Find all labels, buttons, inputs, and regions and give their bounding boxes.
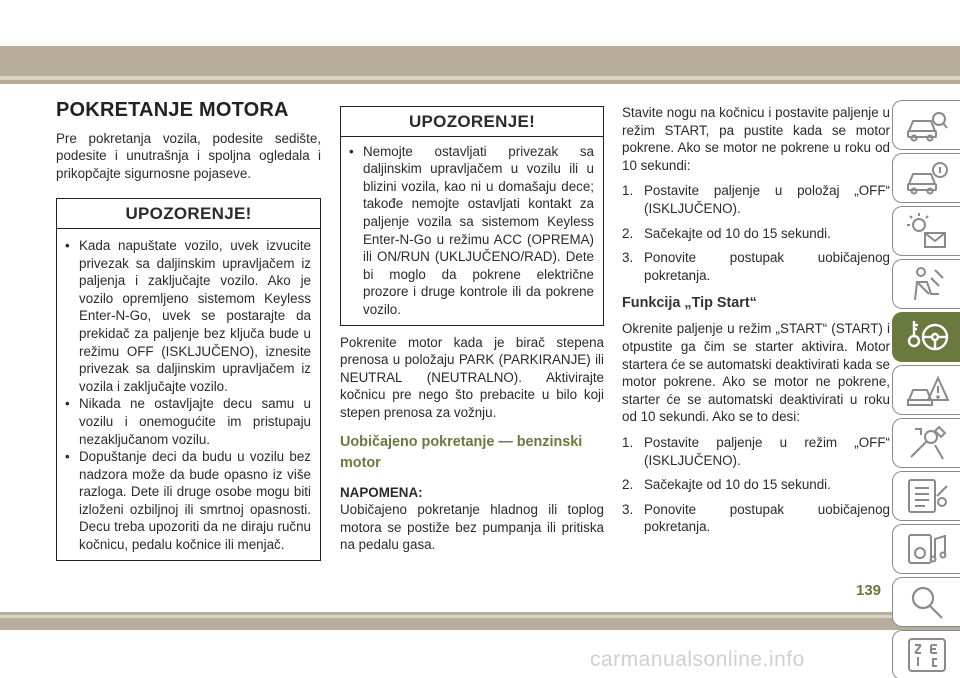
- list-item: [622, 434, 890, 469]
- tip-start-paragraph: Okrenite paljenje u režim „START“ (START) i otpustite ga čim se starter aktivira. Motor startera će se automatski deaktivirati kada se motor pokrene. Ako se motor ne pokrene, starter će se automatski deaktivirati u roku od 10 sekundi. Ako se to desi:: [622, 321, 890, 425]
- column-left: [56, 100, 321, 561]
- step-number: 2.: [622, 477, 634, 493]
- step-text: Ponovite postupak uobičajenog pokretanja.: [644, 501, 890, 535]
- tab-car-info[interactable]: [892, 153, 960, 203]
- column-right: [622, 104, 890, 543]
- tab-warning-lights[interactable]: [892, 206, 960, 256]
- search-icon: [905, 582, 949, 622]
- note-label: NAPOMENA:: [340, 484, 423, 500]
- service-checklist-icon: [905, 476, 949, 516]
- header-band: [0, 46, 960, 84]
- index-letters-icon: [905, 635, 949, 675]
- step-text: Sačekajte od 10 do 15 sekundi.: [644, 225, 831, 241]
- warning-lights-icon: [905, 211, 949, 251]
- watermark: carmanualsonline.info: [590, 648, 805, 671]
- step-number: 3.: [622, 501, 634, 517]
- car-search-icon: [905, 105, 949, 145]
- step-text: Sačekajte od 10 do 15 sekundi.: [644, 477, 831, 493]
- list-item: [622, 249, 890, 284]
- tab-search[interactable]: [892, 577, 960, 627]
- footer-band: [0, 612, 960, 630]
- intro-paragraph: Pre pokretanja vozila, podesite sedište, podesite i unutrašnja i spoljna ogledala i prikopčajte sigurnosne pojaseve.: [56, 130, 321, 181]
- page-number: 139: [856, 582, 882, 599]
- steering-wheel-key-icon: [905, 317, 949, 357]
- chapter-tabs: [892, 100, 960, 678]
- wrench-tools-icon: [905, 423, 949, 463]
- steps-list-1: [622, 182, 890, 284]
- step-number: 1.: [622, 434, 634, 450]
- park-paragraph: Pokrenite motor kada je birač stepena prenosa u položaju PARK (PARKIRANJE) ili NEUTRAL (NEUTRALNO). Aktivirajte kočnicu pre nego što prebacite u bilo koji stepen prenosa za vožnju.: [340, 334, 604, 420]
- tab-index[interactable]: [892, 630, 960, 678]
- section-heading-normal-start: Uobičajeno pokretanje — benzinski motor: [340, 433, 583, 471]
- warning-item: • Kada napuštate vozilo, uvek izvucite privezak sa daljinskim upravljačem iz paljenja i zaključajte vozilo. Ako je vozilo opremljeno sistemom Keyless Enter-N-Go, uvek se postarajte da prekidač za paljenje bez ključa bude u režimu OFF (ISKLJUČENO), iznesite privezak sa daljinskim upravljačem iz vozila i zaključajte vozilo.: [65, 237, 311, 395]
- warning-box-1: [56, 198, 321, 560]
- warning-list-1: [57, 237, 320, 554]
- list-item: [622, 182, 890, 217]
- footer-stripe: [0, 615, 960, 618]
- tab-starting-driving[interactable]: [892, 312, 960, 362]
- list-item: [622, 225, 890, 243]
- steps-list-2: [622, 434, 890, 536]
- car-info-icon: [905, 158, 949, 198]
- step-number: 3.: [622, 250, 634, 266]
- step-number: 2.: [622, 225, 634, 241]
- step-text: Ponovite postupak uobičajenog pokretanja.: [644, 250, 890, 283]
- airbag-seatbelt-icon: [905, 264, 949, 304]
- tab-multimedia[interactable]: [892, 524, 960, 574]
- step-text: Postavite paljenje u režim „OFF“ (ISKLJUČENO).: [644, 434, 890, 468]
- warning-title-2: UPOZORENJE!: [340, 106, 604, 137]
- step-number: 1.: [622, 183, 634, 199]
- list-item: [622, 501, 890, 536]
- roadside-warning-icon: [905, 370, 949, 410]
- media-music-icon: [905, 529, 949, 569]
- tab-maintenance[interactable]: [892, 418, 960, 468]
- tab-airbag-seatbelt[interactable]: [892, 259, 960, 309]
- column-middle: [340, 106, 604, 554]
- list-item: [622, 476, 890, 494]
- tab-car-search[interactable]: [892, 100, 960, 150]
- warning-list-2: [341, 143, 603, 319]
- tab-roadside-warning[interactable]: [892, 365, 960, 415]
- header-stripe: [0, 76, 960, 80]
- warning-item: • Dopuštanje deci da budu u vozilu bez nadzora može da bude opasno iz više razloga. Dete ili druge osobe mogu biti izloženi ozbiljnoj ili smrtnoj opasnosti. Decu treba upozoriti da ne diraju ručnu kočnicu, pedalu kočnice ili menjač.: [65, 448, 311, 554]
- warning-title-1: UPOZORENJE!: [57, 199, 320, 229]
- tab-service-checklist[interactable]: [892, 471, 960, 521]
- note-text: Uobičajeno pokretanje hladnog ili toplog motora se postiže bez pumpanja ili pritiska na pedalu gasa.: [340, 502, 604, 553]
- warning-item: • Nikada ne ostavljajte decu samu u vozilu i onemogućite im pristupaju nezaključanom vozilu.: [65, 395, 311, 448]
- warning-box-2: [340, 106, 604, 326]
- page-title: POKRETANJE MOTORA: [56, 99, 289, 121]
- section-heading-tip-start: Funkcija „Tip Start“: [622, 295, 757, 312]
- warning-item: • Nemojte ostavljati privezak sa daljinskim upravljačem u vozilu ili u blizini vozila, kao ni u domašaju dece; takođe nemojte ostavljati kontakt za paljenje vozila sa sistemom Keyless Enter-N-Go u režimu ACC (OPREMA) ili ON/RUN (UKLJUČENO/RAD). Dete bi moglo da pokrene električne prozore i druge kontrole ili da pokrene vozilo.: [349, 143, 594, 319]
- start-paragraph: Stavite nogu na kočnicu i postavite paljenje u režim START, pa pustite kada se motor pokrene. Ako se motor ne pokrene u roku od 10 sekundi:: [622, 105, 890, 173]
- step-text: Postavite paljenje u položaj „OFF“ (ISKLJUČENO).: [644, 183, 890, 216]
